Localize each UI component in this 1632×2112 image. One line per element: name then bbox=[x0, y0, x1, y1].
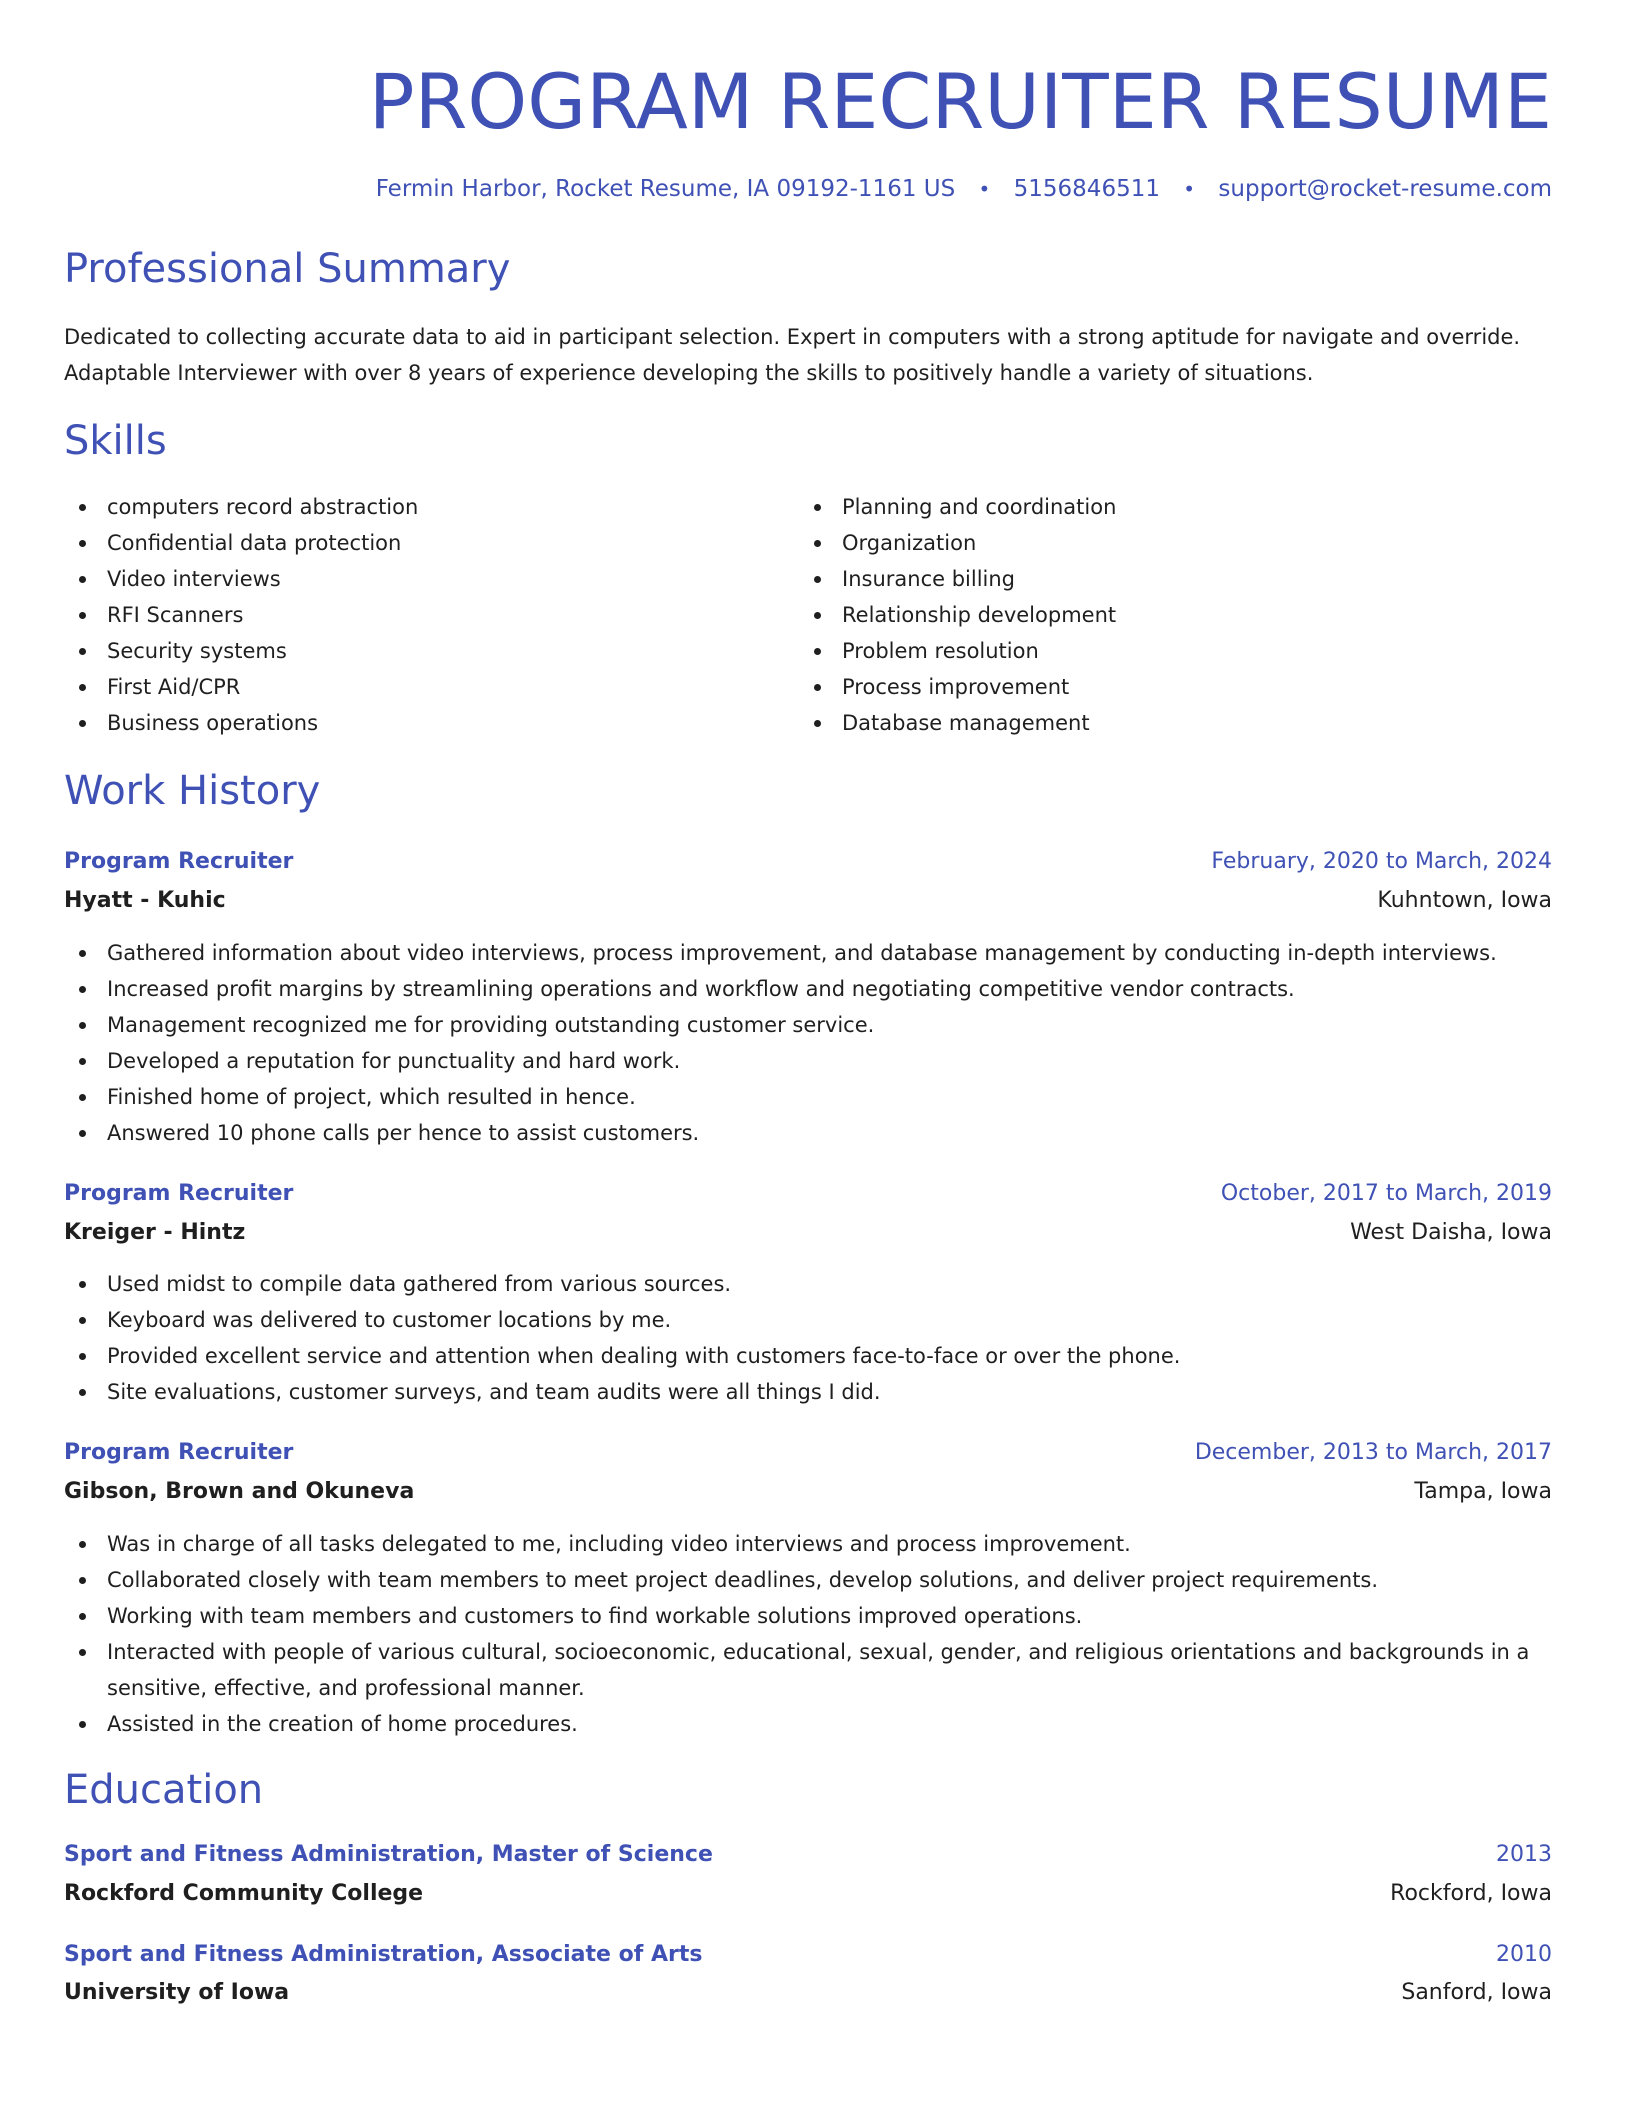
skill-item: Security systems bbox=[64, 633, 799, 669]
summary-section bbox=[64, 245, 1552, 391]
skill-item: computers record abstraction bbox=[64, 489, 799, 525]
job-company-row bbox=[64, 1477, 1552, 1508]
job-entry bbox=[64, 1179, 1552, 1411]
contact-line bbox=[64, 173, 1552, 205]
resume-header bbox=[64, 50, 1552, 205]
education-degree: Sport and Fitness Administration, Associate of Arts bbox=[64, 1941, 703, 1967]
skill-item: Organization bbox=[799, 525, 1534, 561]
job-title: Program Recruiter bbox=[64, 849, 294, 875]
job-bullets bbox=[64, 935, 1552, 1151]
job-location: Kuhntown, Iowa bbox=[1377, 887, 1552, 913]
job-header-row bbox=[64, 1179, 1552, 1210]
skills-heading: Skills bbox=[64, 418, 167, 465]
education-school: University of Iowa bbox=[64, 1980, 290, 2006]
skill-item: Relationship development bbox=[799, 597, 1534, 633]
education-section bbox=[64, 1766, 1552, 2009]
job-bullet: Keyboard was delivered to customer locations by me. bbox=[64, 1302, 1552, 1338]
summary-heading: Professional Summary bbox=[64, 246, 511, 293]
job-header-row bbox=[64, 847, 1552, 878]
job-bullet: Provided excellent service and attention when dealing with customers face-to-face or over the phone. bbox=[64, 1338, 1552, 1374]
skill-item: Confidential data protection bbox=[64, 525, 799, 561]
job-title: Program Recruiter bbox=[64, 1440, 294, 1466]
work-history-heading: Work History bbox=[64, 768, 321, 815]
work-history-section bbox=[64, 767, 1552, 1742]
contact-address: Fermin Harbor, Rocket Resume, IA 09192-1161 US bbox=[375, 176, 956, 202]
resume-title: PROGRAM RECRUITER RESUME bbox=[368, 57, 1552, 146]
education-entry bbox=[64, 1940, 1552, 2010]
education-location: Rockford, Iowa bbox=[1390, 1880, 1552, 1906]
job-company-row bbox=[64, 1218, 1552, 1249]
skill-item: Insurance billing bbox=[799, 561, 1534, 597]
skill-item: Process improvement bbox=[799, 669, 1534, 705]
job-bullet: Gathered information about video interviews, process improvement, and database management by conducting in-depth interviews. bbox=[64, 935, 1552, 971]
contact-phone: 5156846511 bbox=[1013, 176, 1160, 202]
education-entry bbox=[64, 1840, 1552, 1910]
job-company: Gibson, Brown and Okuneva bbox=[64, 1479, 415, 1505]
job-bullet: Management recognized me for providing outstanding customer service. bbox=[64, 1007, 1552, 1043]
education-year: 2010 bbox=[1496, 1941, 1552, 1967]
job-bullet: Answered 10 phone calls per hence to assist customers. bbox=[64, 1115, 1552, 1151]
education-school-row bbox=[64, 1978, 1552, 2009]
job-dates: October, 2017 to March, 2019 bbox=[1220, 1180, 1552, 1206]
skills-section bbox=[64, 417, 1552, 741]
skill-item: RFI Scanners bbox=[64, 597, 799, 633]
job-company: Hyatt - Kuhic bbox=[64, 887, 226, 913]
job-company: Kreiger - Hintz bbox=[64, 1219, 246, 1245]
skills-column-right bbox=[799, 489, 1534, 741]
education-header-row bbox=[64, 1940, 1552, 1971]
job-bullet: Used midst to compile data gathered from various sources. bbox=[64, 1266, 1552, 1302]
skill-item: Problem resolution bbox=[799, 633, 1534, 669]
skill-item: Planning and coordination bbox=[799, 489, 1534, 525]
job-bullet: Developed a reputation for punctuality and hard work. bbox=[64, 1043, 1552, 1079]
education-year: 2013 bbox=[1496, 1841, 1552, 1867]
education-school: Rockford Community College bbox=[64, 1880, 424, 1906]
job-location: Tampa, Iowa bbox=[1414, 1479, 1552, 1505]
job-bullets bbox=[64, 1266, 1552, 1410]
job-location: West Daisha, Iowa bbox=[1350, 1219, 1552, 1245]
summary-text: Dedicated to collecting accurate data to aid in participant selection. Expert in computers with a strong aptitude for navigate and override. Adaptable Interviewer with over 8 years of experience developing the skills to positively handle a variety of situations. bbox=[64, 325, 1521, 386]
education-school-row bbox=[64, 1879, 1552, 1910]
skills-grid bbox=[64, 489, 1552, 741]
skill-item: First Aid/CPR bbox=[64, 669, 799, 705]
contact-separator: • bbox=[978, 177, 991, 201]
job-bullets bbox=[64, 1526, 1552, 1742]
job-bullet: Assisted in the creation of home procedures. bbox=[64, 1706, 1552, 1742]
education-location: Sanford, Iowa bbox=[1401, 1980, 1552, 2006]
skill-item: Business operations bbox=[64, 705, 799, 741]
education-degree: Sport and Fitness Administration, Master of Science bbox=[64, 1841, 713, 1867]
job-title: Program Recruiter bbox=[64, 1180, 294, 1206]
job-bullet: Was in charge of all tasks delegated to me, including video interviews and process improvement. bbox=[64, 1526, 1552, 1562]
contact-separator: • bbox=[1183, 177, 1196, 201]
skill-item: Database management bbox=[799, 705, 1534, 741]
job-company-row bbox=[64, 886, 1552, 917]
job-bullet: Finished home of project, which resulted in hence. bbox=[64, 1079, 1552, 1115]
contact-email: support@rocket-resume.com bbox=[1218, 176, 1552, 202]
job-bullet: Increased profit margins by streamlining operations and workflow and negotiating competitive vendor contracts. bbox=[64, 971, 1552, 1007]
job-bullet: Interacted with people of various cultural, socioeconomic, educational, sexual, gender, and religious orientations and backgrounds in a sensitive, effective, and professional manner. bbox=[64, 1634, 1552, 1706]
skill-item: Video interviews bbox=[64, 561, 799, 597]
job-dates: February, 2020 to March, 2024 bbox=[1211, 849, 1552, 875]
education-heading: Education bbox=[64, 1766, 264, 1813]
job-entry bbox=[64, 1438, 1552, 1742]
job-bullet: Site evaluations, customer surveys, and team audits were all things I did. bbox=[64, 1374, 1552, 1410]
job-dates: December, 2013 to March, 2017 bbox=[1194, 1440, 1552, 1466]
job-bullet: Working with team members and customers to find workable solutions improved operations. bbox=[64, 1598, 1552, 1634]
skills-column-left bbox=[64, 489, 799, 741]
job-bullet: Collaborated closely with team members to meet project deadlines, develop solutions, and deliver project requirements. bbox=[64, 1562, 1552, 1598]
job-entry bbox=[64, 847, 1552, 1151]
job-header-row bbox=[64, 1438, 1552, 1469]
education-header-row bbox=[64, 1840, 1552, 1871]
